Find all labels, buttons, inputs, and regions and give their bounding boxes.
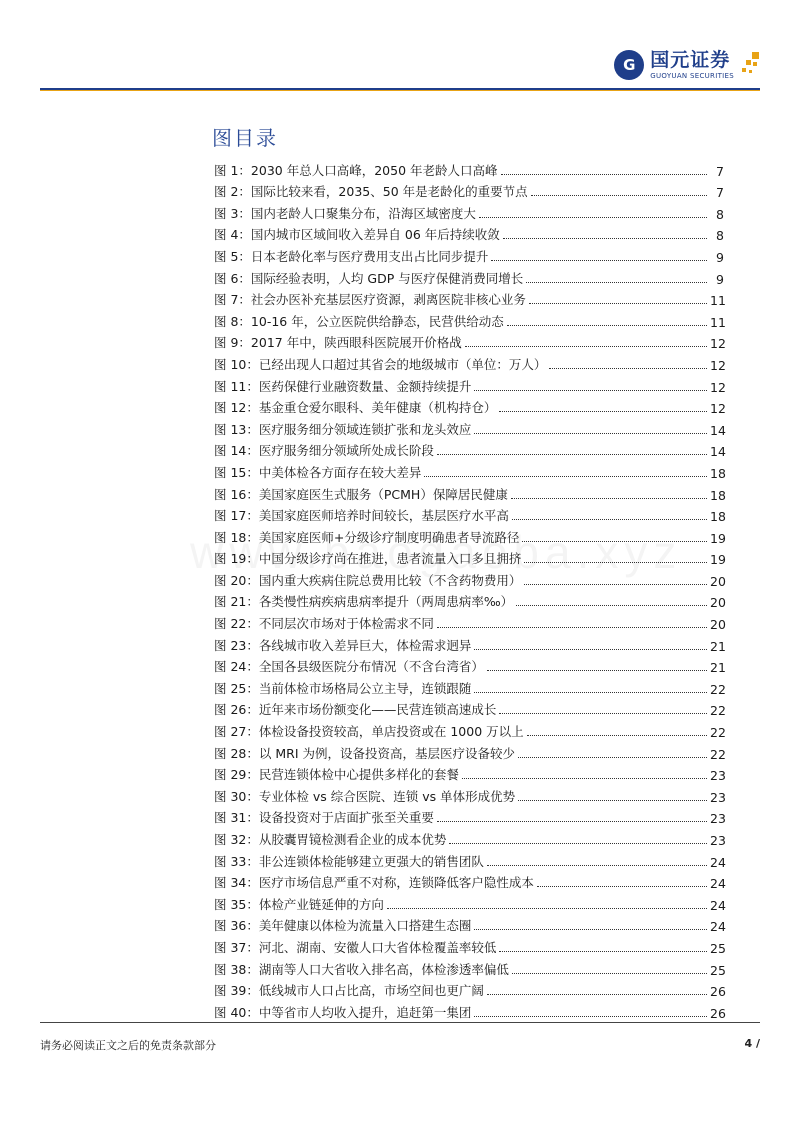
toc-entry[interactable] [214,762,724,784]
toc-entry-page: 14 [710,422,726,438]
toc-entry-label: 图 36：美年健康以体检为流量入口搭建生态圈 [214,918,472,934]
company-logo [614,50,760,80]
toc-entry[interactable] [214,308,724,330]
toc-entry[interactable] [214,589,724,611]
toc-entry-label: 图 8：10-16 年，公立医院供给静态，民营供给动态 [214,313,504,329]
toc-entry[interactable] [214,934,724,956]
toc-entry-page: 11 [710,314,726,330]
toc-entry-page: 19 [710,530,726,546]
toc-dot-leader [501,174,708,175]
toc-entry[interactable] [214,330,724,352]
toc-entry-page: 18 [710,487,726,503]
toc-dot-leader [465,346,707,347]
toc-entry[interactable] [214,632,724,654]
toc-entry-page: 23 [710,811,726,827]
toc-dot-leader [527,735,707,736]
toc-entry-label: 图 26：近年来市场份额变化——民营连锁高速成长 [214,702,497,718]
disclaimer-note: 请务必阅读正文之后的免责条款部分 [40,1039,216,1052]
toc-entry-page: 20 [710,595,726,611]
toc-dot-leader [479,217,707,218]
page-header [40,40,760,92]
toc-dot-leader [474,649,707,650]
toc-entry-label: 图 11：医药保健行业融资数量、金额持续提升 [214,378,472,394]
toc-entry-page: 20 [710,617,726,633]
toc-entry[interactable] [214,243,724,265]
toc-dot-leader [474,692,707,693]
toc-dot-leader [437,627,707,628]
toc-entry-label: 图 37：河北、湖南、安徽人口大省体检覆盖率较低 [214,939,497,955]
toc-entry-label: 图 2：国际比较来看，2035、50 年是老龄化的重要节点 [214,184,528,200]
toc-entry[interactable] [214,870,724,892]
toc-dot-leader [449,843,707,844]
toc-entry-page: 20 [710,573,726,589]
toc-entry-label: 图 24：全国各县级医院分布情况（不含台湾省） [214,659,484,675]
footer-divider [40,1022,760,1023]
toc-entry-label: 图 12：基金重仓爱尔眼科、美年健康（机构持仓） [214,400,497,416]
toc-entry-label: 图 17：美国家庭医师培养时间较长，基层医疗水平高 [214,508,509,524]
toc-title: 图目录 [212,126,278,150]
toc-entry-page: 22 [710,725,726,741]
toc-entry[interactable] [214,848,724,870]
toc-entry-page: 22 [710,746,726,762]
toc-entry-page: 14 [710,444,726,460]
toc-entry[interactable] [214,718,724,740]
toc-entry[interactable] [214,416,724,438]
toc-entry[interactable] [214,265,724,287]
toc-dot-leader [487,670,707,671]
toc-entry-page: 12 [710,401,726,417]
toc-entry-page: 24 [710,854,726,870]
toc-dot-leader [499,951,707,952]
toc-entry-page: 21 [710,638,726,654]
toc-dot-leader [518,757,707,758]
toc-entry-label: 图 39：低线城市人口占比高，市场空间也更广阔 [214,983,484,999]
toc-entry[interactable] [214,740,724,762]
toc-entry-label: 图 38：湖南等人口大省收入排名高，体检渗透率偏低 [214,961,509,977]
toc-entry-page: 19 [710,552,726,568]
toc-entry-page: 9 [716,271,724,287]
toc-entry-page: 24 [710,876,726,892]
toc-entry-page: 24 [710,919,726,935]
toc-entry-label: 图 32：从胶囊胃镜检测看企业的成本优势 [214,832,447,847]
toc-entry-label: 图 1：2030 年总人口高峰，2050 年老龄人口高峰 [214,162,498,178]
toc-dot-leader [424,476,707,477]
toc-entry-page: 25 [710,962,726,978]
toc-entry[interactable] [214,459,724,481]
toc-entry[interactable] [214,200,724,222]
toc-entry-page: 12 [710,357,726,373]
toc-entry-page: 21 [710,660,726,676]
toc-entry[interactable] [214,783,724,805]
toc-entry-label: 图 19：中国分级诊疗尚在推进，患者流量入口多且拥挤 [214,551,522,567]
logo-emblem-icon: G [614,50,644,80]
toc-entry-label: 图 6：国际经验表明，人均 GDP 与医疗保健消费同增长 [214,270,524,286]
toc-entry-label: 图 7：社会办医补充基层医疗资源，剥离医院非核心业务 [214,292,526,308]
toc-entry-page: 18 [710,509,726,525]
toc-dot-leader [511,498,707,499]
toc-entry-label: 图 27：体检设备投资较高，单店投资或在 1000 万以上 [214,724,524,740]
toc-entry[interactable] [214,610,724,632]
toc-dot-leader [499,411,707,412]
toc-entry-page: 12 [710,336,726,352]
toc-entry-label: 图 25：当前体检市场格局公立主导，连锁跟随 [214,680,472,696]
toc-entry-label: 图 9：2017 年中，陕西眼科医院展开价格战 [214,335,462,351]
toc-entry-page: 7 [716,185,724,201]
toc-entry-label: 图 33：非公连锁体检能够建立更强大的销售团队 [214,853,484,869]
toc-entry[interactable] [214,524,724,546]
toc-entry[interactable] [214,891,724,913]
toc-entry-page: 23 [710,833,726,848]
toc-entry-page: 9 [716,249,724,265]
toc-entry[interactable] [214,287,724,309]
toc-entry-page: 22 [710,703,726,719]
toc-entry[interactable] [214,567,724,589]
toc-entry[interactable] [214,222,724,244]
toc-entry-page: 25 [710,940,726,956]
toc-entry[interactable] [214,503,724,525]
toc-entry-label: 图 35：体检产业链延伸的方向 [214,896,384,912]
toc-entry-page: 12 [710,379,726,395]
toc-entry[interactable] [214,481,724,503]
toc-dot-leader [516,605,707,606]
toc-dot-leader [531,195,707,196]
toc-entry-page: 8 [716,206,724,222]
toc-dot-leader [437,821,707,822]
toc-entry-page: 11 [710,293,726,309]
toc-dot-leader [491,260,707,261]
toc-entry[interactable] [214,546,724,568]
toc-entry-page: 8 [716,228,724,244]
toc-entry-label: 图 28：以 MRI 为例，设备投资高，基层医疗设备较少 [214,745,515,761]
toc-entry-label: 图 18：美国家庭医师+分级诊疗制度明确患者导流路径 [214,529,520,545]
toc-dot-leader [474,433,707,434]
toc-entry-page: 22 [710,681,726,697]
toc-entry-label: 图 13：医疗服务细分领域连锁扩张和龙头效应 [214,421,472,437]
toc-entry-label: 图 30：专业体检 vs 综合医院、连锁 vs 单体形成优势 [214,788,516,804]
toc-entry[interactable] [214,956,724,978]
toc-entry-label: 图 15：中美体检各方面存在较大差异 [214,464,422,480]
toc-entry[interactable] [214,697,724,719]
toc-dot-leader [499,713,707,714]
toc-entry[interactable] [214,999,724,1021]
toc-entry-label: 图 34：医疗市场信息严重不对称，连锁降低客户隐性成本 [214,875,534,891]
toc-dot-leader [512,519,707,520]
toc-entry-page: 23 [710,789,726,805]
toc-entry[interactable] [214,826,724,848]
toc-entry-label: 图 20：国内重大疾病住院总费用比较（不含药物费用） [214,572,522,588]
toc-dot-leader [474,390,707,391]
toc-entry-label: 图 40：中等省市人均收入提升，追赶第一集团 [214,1004,472,1020]
figure-list [214,157,724,1021]
toc-dot-leader [474,1016,707,1017]
header-divider [40,88,760,90]
toc-entry[interactable] [214,351,724,373]
toc-dot-leader [529,303,707,304]
toc-entry-label: 图 4：国内城市区域间收入差异自 06 年后持续收敛 [214,227,500,243]
page-number: 4 / [744,1037,760,1050]
toc-dot-leader [524,562,707,563]
toc-entry[interactable] [214,978,724,1000]
logo-squares-icon [740,52,760,78]
toc-entry[interactable] [214,805,724,827]
toc-entry-label: 图 14：医疗服务细分领域所处成长阶段 [214,443,434,459]
toc-entry-label: 图 5：日本老龄化率与医疗费用支出占比同步提升 [214,248,489,264]
toc-entry-label: 图 22：不同层次市场对于体检需求不同 [214,616,434,632]
toc-entry-page: 23 [710,768,726,784]
toc-entry-page: 24 [710,897,726,913]
toc-entry[interactable] [214,913,724,935]
toc-dot-leader [387,908,707,909]
toc-dot-leader [507,325,707,326]
toc-entry-page: 18 [710,465,726,481]
logo-name-en: GUOYUAN SECURITIES [650,71,734,80]
logo-name-cn: 国元证券 [650,48,731,71]
toc-entry-label: 图 23：各线城市收入差异巨大，体检需求迥异 [214,637,472,653]
toc-entry[interactable] [214,675,724,697]
toc-dot-leader [526,282,707,283]
toc-entry-label: 图 21：各类慢性病疾病患病率提升（两周患病率‰） [214,594,514,610]
toc-entry[interactable] [214,179,724,201]
toc-entry-label: 图 16：美国家庭医生式服务（PCMH）保障居民健康 [214,486,508,502]
toc-dot-leader [522,541,707,542]
toc-entry-label: 图 29：民营连锁体检中心提供多样化的套餐 [214,767,459,783]
toc-entry[interactable] [214,438,724,460]
toc-dot-leader [537,886,707,887]
toc-entry[interactable] [214,373,724,395]
toc-dot-leader [462,778,707,779]
toc-entry-page: 26 [710,1005,726,1021]
toc-entry-label: 图 31：设备投资对于店面扩张至关重要 [214,810,434,826]
toc-entry[interactable] [214,157,724,179]
logo-text [650,48,734,80]
toc-dot-leader [549,368,707,369]
toc-entry-label: 图 3：国内老龄人口聚集分布，沿海区域密度大 [214,205,476,221]
toc-entry[interactable] [214,654,724,676]
toc-dot-leader [487,865,707,866]
toc-entry-page: 26 [710,984,726,1000]
toc-dot-leader [524,584,707,585]
toc-dot-leader [474,929,707,930]
toc-dot-leader [512,973,707,974]
toc-entry-label: 图 10：已经出现人口超过其省会的地级城市（单位：万人） [214,356,547,372]
toc-entry[interactable] [214,395,724,417]
toc-dot-leader [437,454,707,455]
toc-entry-page: 7 [716,163,724,179]
toc-dot-leader [503,238,707,239]
toc-dot-leader [518,800,707,801]
toc-dot-leader [487,994,707,995]
